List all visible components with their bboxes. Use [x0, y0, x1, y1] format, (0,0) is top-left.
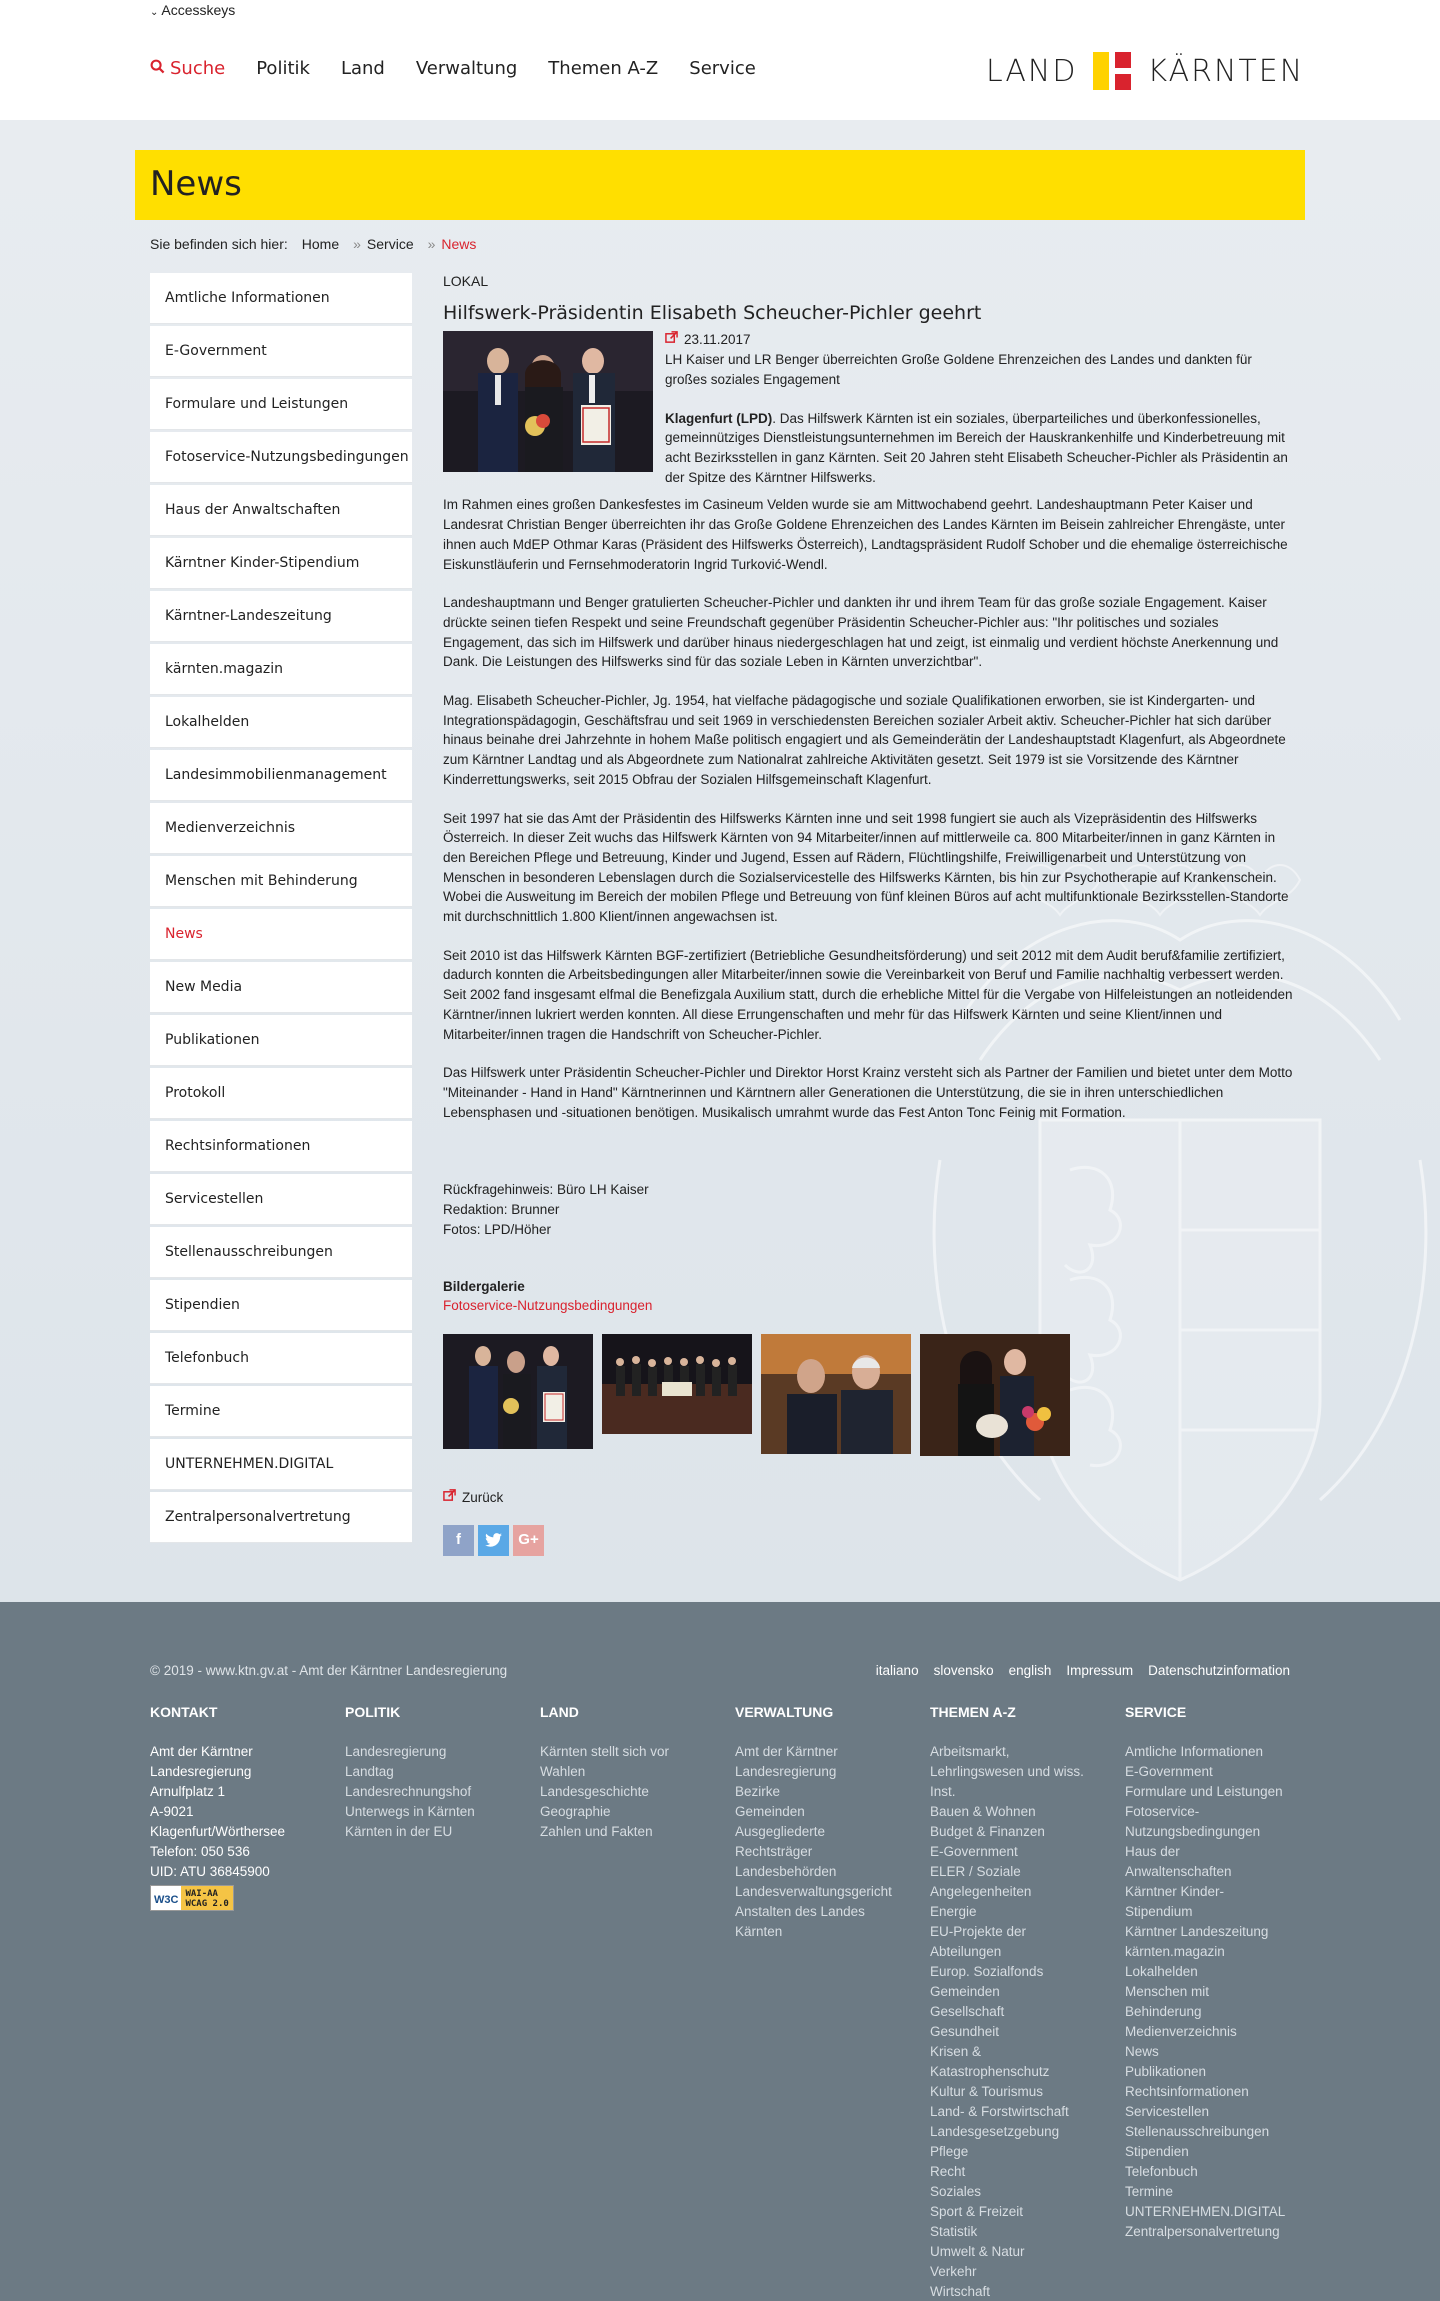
gallery-terms-link[interactable]: Fotoservice-Nutzungsbedingungen — [443, 1298, 653, 1314]
footer-link[interactable]: Landesbehörden — [735, 1864, 837, 1879]
footer-link[interactable]: Europ. Sozialfonds — [930, 1964, 1044, 1979]
contact-line: Rückfragehinweis: Büro LH Kaiser — [443, 1182, 649, 1198]
footer-link[interactable]: Land- & Forstwirtschaft — [930, 2104, 1069, 2119]
footer-link[interactable]: Recht — [930, 2164, 966, 2179]
footer-link[interactable]: Servicestellen — [1125, 2104, 1210, 2119]
contact-line: Fotos: LPD/Höher — [443, 1221, 552, 1237]
footer-link[interactable]: Rechtsträger — [735, 1844, 813, 1859]
footer-column-kontakt — [150, 1702, 330, 1911]
footer-contact-line: Telefon: 050 536 — [150, 1844, 250, 1859]
accesskeys-toggle[interactable] — [150, 2, 235, 18]
footer-link[interactable]: kärnten.magazin — [1125, 1944, 1225, 1959]
wcag-label — [181, 1886, 232, 1910]
nav-search-label: Suche — [170, 58, 226, 79]
footer-link-english[interactable]: english — [1008, 1663, 1052, 1678]
footer-link[interactable]: Ausgegliederte — [735, 1824, 826, 1839]
sidebar-item-formulare[interactable]: Formulare und Leistungen — [150, 379, 412, 430]
article-lead-photo[interactable] — [443, 331, 653, 472]
sidebar-item-medienverzeichnis[interactable]: Medienverzeichnis — [150, 803, 412, 854]
breadcrumb-label: Sie befinden sich hier: — [150, 236, 288, 252]
footer-link[interactable]: Soziales — [930, 2184, 982, 2199]
footer-link[interactable]: Haus der — [1125, 1844, 1180, 1859]
footer-column-title: SERVICE — [1125, 1704, 1187, 1720]
footer-column-verwaltung — [735, 1702, 915, 1942]
footer-link[interactable]: Verkehr — [930, 2264, 977, 2279]
footer-link[interactable]: Landesgeschichte — [540, 1784, 649, 1799]
footer-link-datenschutz[interactable]: Datenschutzinformation — [1148, 1663, 1290, 1678]
footer-link[interactable]: Termine — [1125, 2184, 1174, 2199]
footer-link[interactable]: Bauen & Wohnen — [930, 1804, 1036, 1819]
footer-column-politik — [345, 1702, 525, 1842]
twitter-share-button[interactable] — [478, 1525, 509, 1556]
footer-link[interactable]: Kärnten in der EU — [345, 1824, 453, 1839]
nav-verwaltung[interactable]: Verwaltung — [415, 58, 518, 79]
footer-contact-line: Klagenfurt/Wörthersee — [150, 1824, 286, 1839]
article — [443, 272, 1293, 1556]
footer-contact-line: Amt der Kärntner — [150, 1744, 253, 1759]
article-paragraph: Seit 2010 ist das Hilfswerk Kärnten BGF-zertifiziert (Betriebliche Gesundheitsförderung) und seit 2012 mit dem Audit beruf&familie zertifiziert, dadurch konnten die Arbeitsbedingungen aller Mitarbeiter/innen sowie die Vereinbarkeit von Beruf und Familie nachhaltig verbessert werden. Seit 2002 fand insgesamt elfmal die Benefizgala Auxilium statt, durch die erhebliche Mittel für die Vergabe von Hilfeleistungen an notleidenden Kärntner/innen lukriert werden konnten. All diese Errungenschaften und mehr für das Hilfswerk Kärnten und seine Klient/innen und Mitarbeiter/innen tragen die Handschrift von Scheucher-Pichler. — [443, 947, 1293, 1042]
chevron-down-icon: ⌄ — [150, 7, 159, 18]
main-navigation — [150, 58, 787, 79]
footer-link[interactable]: Statistik — [930, 2224, 978, 2239]
facebook-icon: f — [456, 1531, 461, 1549]
footer-copyright: © 2019 - www.ktn.gv.at - Amt der Kärntner Landesregierung — [150, 1663, 508, 1678]
article-paragraph: Seit 1997 hat sie das Amt der Präsidentin des Hilfswerks Kärnten inne und seit 1998 fungiert sie auch als Vizepräsidentin des Hilfswerks Österreich. In dieser Zeit wuchs das Hilfswerk Kärnten von 94 Mitarbeiter/innen auf mittlerweile ca. 800 Mitarbeiter/innen in ganz Kärnten in den Bereichen Pflege und Betreuung, Kinder und Jugend, Essen auf Rädern, Flüchtlingshilfe, Freiwilligenarbeit und Unterstützung von Menschen in besonderen Lebenslagen durch die Sozialservicestelle des Hilfswerks Kärnten, bis hin zur Psychotherapie auf Krankenschein. Wobei die Ausweitung im Bereich der mobilen Pflege und Betreuung von fünf kleinen Büros auf acht multifunktionale Bezirksstellen-Standorte mit durchschnittlich 1.800 Klient/innen angewachsen ist. — [443, 810, 1289, 925]
wcag-level: WAI-AA — [185, 1889, 218, 1899]
footer-link-slovensko[interactable]: slovensko — [933, 1663, 994, 1678]
footer-link[interactable]: Kärntner Landeszeitung — [1125, 1924, 1269, 1939]
footer-link[interactable]: Krisen & — [930, 2044, 982, 2059]
logo-word-kaernten: KÄRNTEN — [1147, 53, 1305, 89]
footer-link[interactable]: Sport & Freizeit — [930, 2204, 1024, 2219]
breadcrumb-service[interactable]: Service — [366, 236, 414, 252]
sidebar-item-amtliche-informationen[interactable]: Amtliche Informationen — [150, 273, 412, 324]
footer-link[interactable]: Katastrophenschutz — [930, 2064, 1050, 2079]
sidebar-item-landeszeitung[interactable]: Kärntner-Landeszeitung — [150, 591, 412, 642]
nav-politik[interactable]: Politik — [256, 58, 310, 79]
gallery-thumbnail-1[interactable] — [443, 1334, 593, 1449]
sidebar-item-kaernten-magazin[interactable]: kärnten.magazin — [150, 644, 412, 695]
sidebar-item-protokoll[interactable]: Protokoll — [150, 1068, 412, 1119]
page-title-banner — [135, 150, 1305, 220]
land-kaernten-logo[interactable] — [986, 52, 1304, 90]
chevron-right-icon: » — [427, 236, 436, 252]
social-share — [443, 1525, 1293, 1556]
article-dateline: Klagenfurt (LPD) — [665, 410, 773, 426]
contact-line: Redaktion: Brunner — [443, 1202, 560, 1218]
footer-link[interactable]: Bezirke — [735, 1784, 781, 1799]
footer-link[interactable]: Inst. — [930, 1784, 956, 1799]
article-intro — [665, 409, 1293, 488]
gallery-thumbnail-3[interactable] — [761, 1334, 911, 1454]
footer-link-italiano[interactable]: italiano — [875, 1663, 919, 1678]
gallery-thumbnail-4[interactable] — [920, 1334, 1070, 1456]
sidebar-item-unternehmen-digital[interactable]: UNTERNEHMEN.DIGITAL — [150, 1439, 412, 1490]
footer-link[interactable]: Nutzungsbedingungen — [1125, 1824, 1261, 1839]
back-link-label: Zurück — [462, 1489, 504, 1505]
sidebar-item-stipendien[interactable]: Stipendien — [150, 1280, 412, 1331]
back-link[interactable] — [443, 1488, 1293, 1508]
breadcrumb-home[interactable]: Home — [301, 236, 340, 252]
nav-land[interactable]: Land — [340, 58, 385, 79]
footer-link[interactable]: Energie — [930, 1904, 977, 1919]
sidebar-item-servicestellen[interactable]: Servicestellen — [150, 1174, 412, 1225]
gallery-title: Bildergalerie — [443, 1278, 525, 1294]
article-paragraph: Im Rahmen eines großen Dankesfestes im Casineum Velden wurde sie am Mittwochabend geehrt. Landeshauptmann Peter Kaiser und Landesrat Christian Benger überreichten ihr das Große Goldene Ehrenzeichen des Landes Kärnten im Beisein zahlreicher Ehrengäste, unter ihnen auch MdEP Othmar Karas (Präsident des Hilfswerks Österreich), Landtagspräsident Rudolf Schober und die ehemalige österreichische Eiskunstläuferin und Fernsehmoderatorin Ingrid Turković-Wendl. — [443, 497, 1288, 572]
footer-link[interactable]: Budget & Finanzen — [930, 1824, 1045, 1839]
footer-link[interactable]: Lokalhelden — [1125, 1964, 1198, 1979]
footer-link[interactable]: Kultur & Tourismus — [930, 2084, 1044, 2099]
footer-link[interactable]: Lehrlingswesen und wiss. — [930, 1764, 1084, 1779]
footer-link[interactable]: Telefonbuch — [1125, 2164, 1198, 2179]
sidebar-item-publikationen[interactable]: Publikationen — [150, 1015, 412, 1066]
googleplus-share-button[interactable] — [513, 1525, 544, 1556]
article-intro-text: . Das Hilfswerk Kärnten ist ein soziales, überparteiliches und überkonfessionelles, gemeinnütziges Dienstleistungsunternehmen im Bereich der Hauskrankenhilfe und Kinderbetreuung mit acht Bezirksstellen in ganz Kärnten. Seit 20 Jahren steht Elisabeth Scheucher-Pichler als Präsidentin an der Spitze des Kärntner Hilfswerks. — [665, 410, 1288, 485]
external-link-icon — [665, 330, 678, 350]
footer-link[interactable]: Pflege — [930, 2144, 969, 2159]
logo-word-land: LAND — [986, 53, 1078, 89]
sidebar-item-termine[interactable]: Termine — [150, 1386, 412, 1437]
footer-link[interactable]: Gemeinden — [930, 1984, 1000, 1999]
site-header — [0, 0, 1440, 120]
sidebar-item-stellenausschreibungen[interactable]: Stellenausschreibungen — [150, 1227, 412, 1278]
footer-link[interactable]: Wahlen — [540, 1764, 586, 1779]
article-date-text: 23.11.2017 — [684, 332, 751, 348]
footer-contact-line: UID: ATU 36845900 — [150, 1864, 270, 1879]
footer-link[interactable]: Geographie — [540, 1804, 611, 1819]
sidebar-item-rechtsinformationen[interactable]: Rechtsinformationen — [150, 1121, 412, 1172]
footer-link[interactable]: Landesgesetzgebung — [930, 2124, 1060, 2139]
footer-link[interactable]: E-Government — [1125, 1764, 1213, 1779]
footer-link[interactable]: Stipendien — [1125, 2144, 1189, 2159]
sidebar-item-new-media[interactable]: New Media — [150, 962, 412, 1013]
footer-column-land — [540, 1702, 720, 1842]
article-category: LOKAL — [443, 273, 489, 289]
w3c-logo: W3C — [151, 1886, 181, 1910]
footer-link[interactable]: Anstalten des Landes — [735, 1904, 865, 1919]
footer-link[interactable]: Stellenausschreibungen — [1125, 2124, 1270, 2139]
footer-link-impressum[interactable]: Impressum — [1066, 1663, 1134, 1678]
footer-column-service — [1125, 1702, 1305, 2242]
sidebar-item-landesimmobilien[interactable]: Landesimmobilienmanagement — [150, 750, 412, 801]
footer-link[interactable]: ELER / Soziale — [930, 1864, 1021, 1879]
logo-mark-icon — [1093, 52, 1131, 90]
footer-contact-line: Arnulfplatz 1 — [150, 1784, 226, 1799]
sidebar-item-kinder-stipendium[interactable]: Kärntner Kinder-Stipendium — [150, 538, 412, 589]
wcag-badge[interactable] — [150, 1885, 234, 1911]
footer-column-title: KONTAKT — [150, 1704, 218, 1720]
article-contact-info — [443, 1180, 1293, 1239]
article-paragraph: Mag. Elisabeth Scheucher-Pichler, Jg. 1954, hat vielfache pädagogische und soziale Qualifikationen erworben, sie ist Kindergarten- und Integrationspädagogin, Geschäftsfrau und seit 1969 in verschiedensten Bereichen sozialer Arbeit aktiv. Scheucher-Pichler hat sich darüber hinaus beinahe drei Jahrzehnte in hohem Maße politisch engagiert und als Gemeinderätin der Landeshauptstadt Klagenfurt, als Abgeordnete zum Kärntner Landtag und als Abgeordnete zum Nationalrat zahlreiche Aktivitäten gesetzt. Seit 1979 ist sie Vorsitzende des Kärntner Kinderrettungswerks, seit 2015 Obfrau der Sozialen Hilfsgemeinschaft Klagenfurt. — [443, 693, 1286, 787]
sidebar-item-zentralpersonalvertretung[interactable]: Zentralpersonalvertretung — [150, 1492, 412, 1543]
article-lead — [443, 331, 1293, 485]
search-icon — [150, 58, 165, 79]
footer-link[interactable]: Rechtsinformationen — [1125, 2084, 1249, 2099]
footer-link[interactable]: Umwelt & Natur — [930, 2244, 1025, 2259]
footer-link[interactable]: Publikationen — [1125, 2064, 1207, 2079]
article-date — [665, 330, 1293, 350]
footer-contact-line: A-9021 — [150, 1804, 194, 1819]
footer-link[interactable]: Fotoservice- — [1125, 1804, 1200, 1819]
footer-column-title: THEMEN A-Z — [930, 1704, 1016, 1720]
sidebar-item-e-government[interactable]: E-Government — [150, 326, 412, 377]
sidebar-item-lokalhelden[interactable]: Lokalhelden — [150, 697, 412, 748]
footer-link[interactable]: Landtag — [345, 1764, 394, 1779]
footer-link[interactable]: Medienverzeichnis — [1125, 2024, 1237, 2039]
sidebar-item-news[interactable]: News — [150, 909, 412, 960]
footer-link[interactable]: Amt der Kärntner — [735, 1744, 838, 1759]
sidebar-navigation — [150, 273, 412, 1545]
footer-link[interactable]: Landesrechnungshof — [345, 1784, 472, 1799]
footer-link[interactable]: Landesregierung — [345, 1744, 447, 1759]
footer-link[interactable]: Unterwegs in Kärnten — [345, 1804, 475, 1819]
nav-themen[interactable]: Themen A-Z — [548, 58, 659, 79]
footer-link[interactable]: Amtliche Informationen — [1125, 1744, 1264, 1759]
footer-link[interactable]: Arbeitsmarkt, — [930, 1744, 1010, 1759]
sidebar-item-fotoservice[interactable]: Fotoservice-Nutzungsbedingungen — [150, 432, 412, 483]
footer-link[interactable]: Zentralpersonalvertretung — [1125, 2224, 1280, 2239]
external-link-icon — [443, 1488, 456, 1508]
footer-link[interactable]: Landesverwaltungsgericht — [735, 1884, 892, 1899]
article-subheadline: LH Kaiser und LR Benger überreichten Große Goldene Ehrenzeichen des Landes und dankten für großes soziales Engagement — [665, 352, 1252, 387]
footer-column-title: POLITIK — [345, 1704, 401, 1720]
footer-link[interactable]: Kärnten — [735, 1924, 783, 1939]
breadcrumb — [150, 236, 490, 252]
footer-link[interactable]: Gesundheit — [930, 2024, 1000, 2039]
footer-link[interactable]: Formulare und Leistungen — [1125, 1784, 1283, 1799]
twitter-icon — [485, 1533, 502, 1547]
footer-link[interactable]: EU-Projekte der — [930, 1924, 1027, 1939]
sidebar-item-menschen-mit-behinderung[interactable]: Menschen mit Behinderung — [150, 856, 412, 907]
article-headline: Hilfswerk-Präsidentin Elisabeth Scheucher-Pichler geehrt — [443, 301, 982, 324]
footer-link[interactable]: Wirtschaft — [930, 2284, 991, 2299]
footer-link[interactable]: Zahlen und Fakten — [540, 1824, 653, 1839]
footer-link[interactable]: Menschen mit — [1125, 1984, 1210, 1999]
nav-service[interactable]: Service — [689, 58, 756, 79]
page-title: News — [150, 164, 242, 204]
footer-link[interactable]: UNTERNEHMEN.DIGITAL — [1125, 2204, 1286, 2219]
photo-gallery — [443, 1334, 1293, 1456]
footer-link[interactable]: Behinderung — [1125, 2004, 1202, 2019]
article-lead-text — [665, 330, 1293, 487]
facebook-share-button[interactable] — [443, 1525, 474, 1556]
site-footer — [0, 1602, 1440, 2301]
breadcrumb-news[interactable]: News — [441, 236, 477, 252]
article-paragraph: Landeshauptmann und Benger gratulierten Scheucher-Pichler und dankten ihr und ihrem Team für das große soziale Engagement. Kaiser drückte seinen tiefen Respekt und seine Freundschaft gegenüber Präsidentin Scheucher-Pichler aus: "Ihr politisches und soziales Engagement, das sich im Hilfswerk und darüber hinaus niedergeschlagen hat und zeigt, ist einmalig und verdient höchste Anerkennung und Dank. Die Leistungen des Hilfswerks sind für das soziale Leben in Kärnten unverzichtbar". — [443, 595, 1279, 670]
gallery-thumbnail-2[interactable] — [602, 1334, 752, 1434]
chevron-right-icon: » — [353, 236, 361, 252]
footer-link[interactable]: E-Government — [930, 1844, 1018, 1859]
sidebar-item-telefonbuch[interactable]: Telefonbuch — [150, 1333, 412, 1384]
footer-link[interactable]: Anwaltenschaften — [1125, 1864, 1232, 1879]
footer-link[interactable]: Stipendium — [1125, 1904, 1193, 1919]
footer-link[interactable]: Abteilungen — [930, 1944, 1002, 1959]
googleplus-icon: G+ — [518, 1531, 539, 1549]
footer-column-title: LAND — [540, 1704, 579, 1720]
article-paragraph: Das Hilfswerk unter Präsidentin Scheucher-Pichler und Direktor Horst Krainz versteht sich als Partner der Familien und bietet unter dem Motto "Miteinander - Hand in Hand" Kärntnerinnen und Kärntnern aller Generationen die Unterstützung, die sie in ihren unterschiedlichen Lebensphasen und -situationen benötigen. Musikalisch umrahmt wurde das Fest Anton Tonc Feinig mit Formation. — [443, 1065, 1293, 1120]
footer-link[interactable]: Landesregierung — [735, 1764, 837, 1779]
footer-link[interactable]: News — [1125, 2044, 1159, 2059]
footer-link[interactable]: Kärnten stellt sich vor — [540, 1744, 670, 1759]
nav-search[interactable] — [150, 58, 225, 79]
footer-contact-line: Landesregierung — [150, 1764, 252, 1779]
footer-link[interactable]: Kärntner Kinder- — [1125, 1884, 1225, 1899]
footer-link[interactable]: Gesellschaft — [930, 2004, 1005, 2019]
footer-link[interactable]: Angelegenheiten — [930, 1884, 1032, 1899]
sidebar-item-anwaltschaften[interactable]: Haus der Anwaltschaften — [150, 485, 412, 536]
footer-column-themen — [930, 1702, 1110, 2301]
wcag-version: WCAG 2.0 — [185, 1899, 229, 1909]
footer-column-title: VERWALTUNG — [735, 1704, 834, 1720]
footer-links — [861, 1663, 1290, 1678]
footer-link[interactable]: Gemeinden — [735, 1804, 805, 1819]
accesskeys-label: Accesskeys — [161, 2, 236, 18]
